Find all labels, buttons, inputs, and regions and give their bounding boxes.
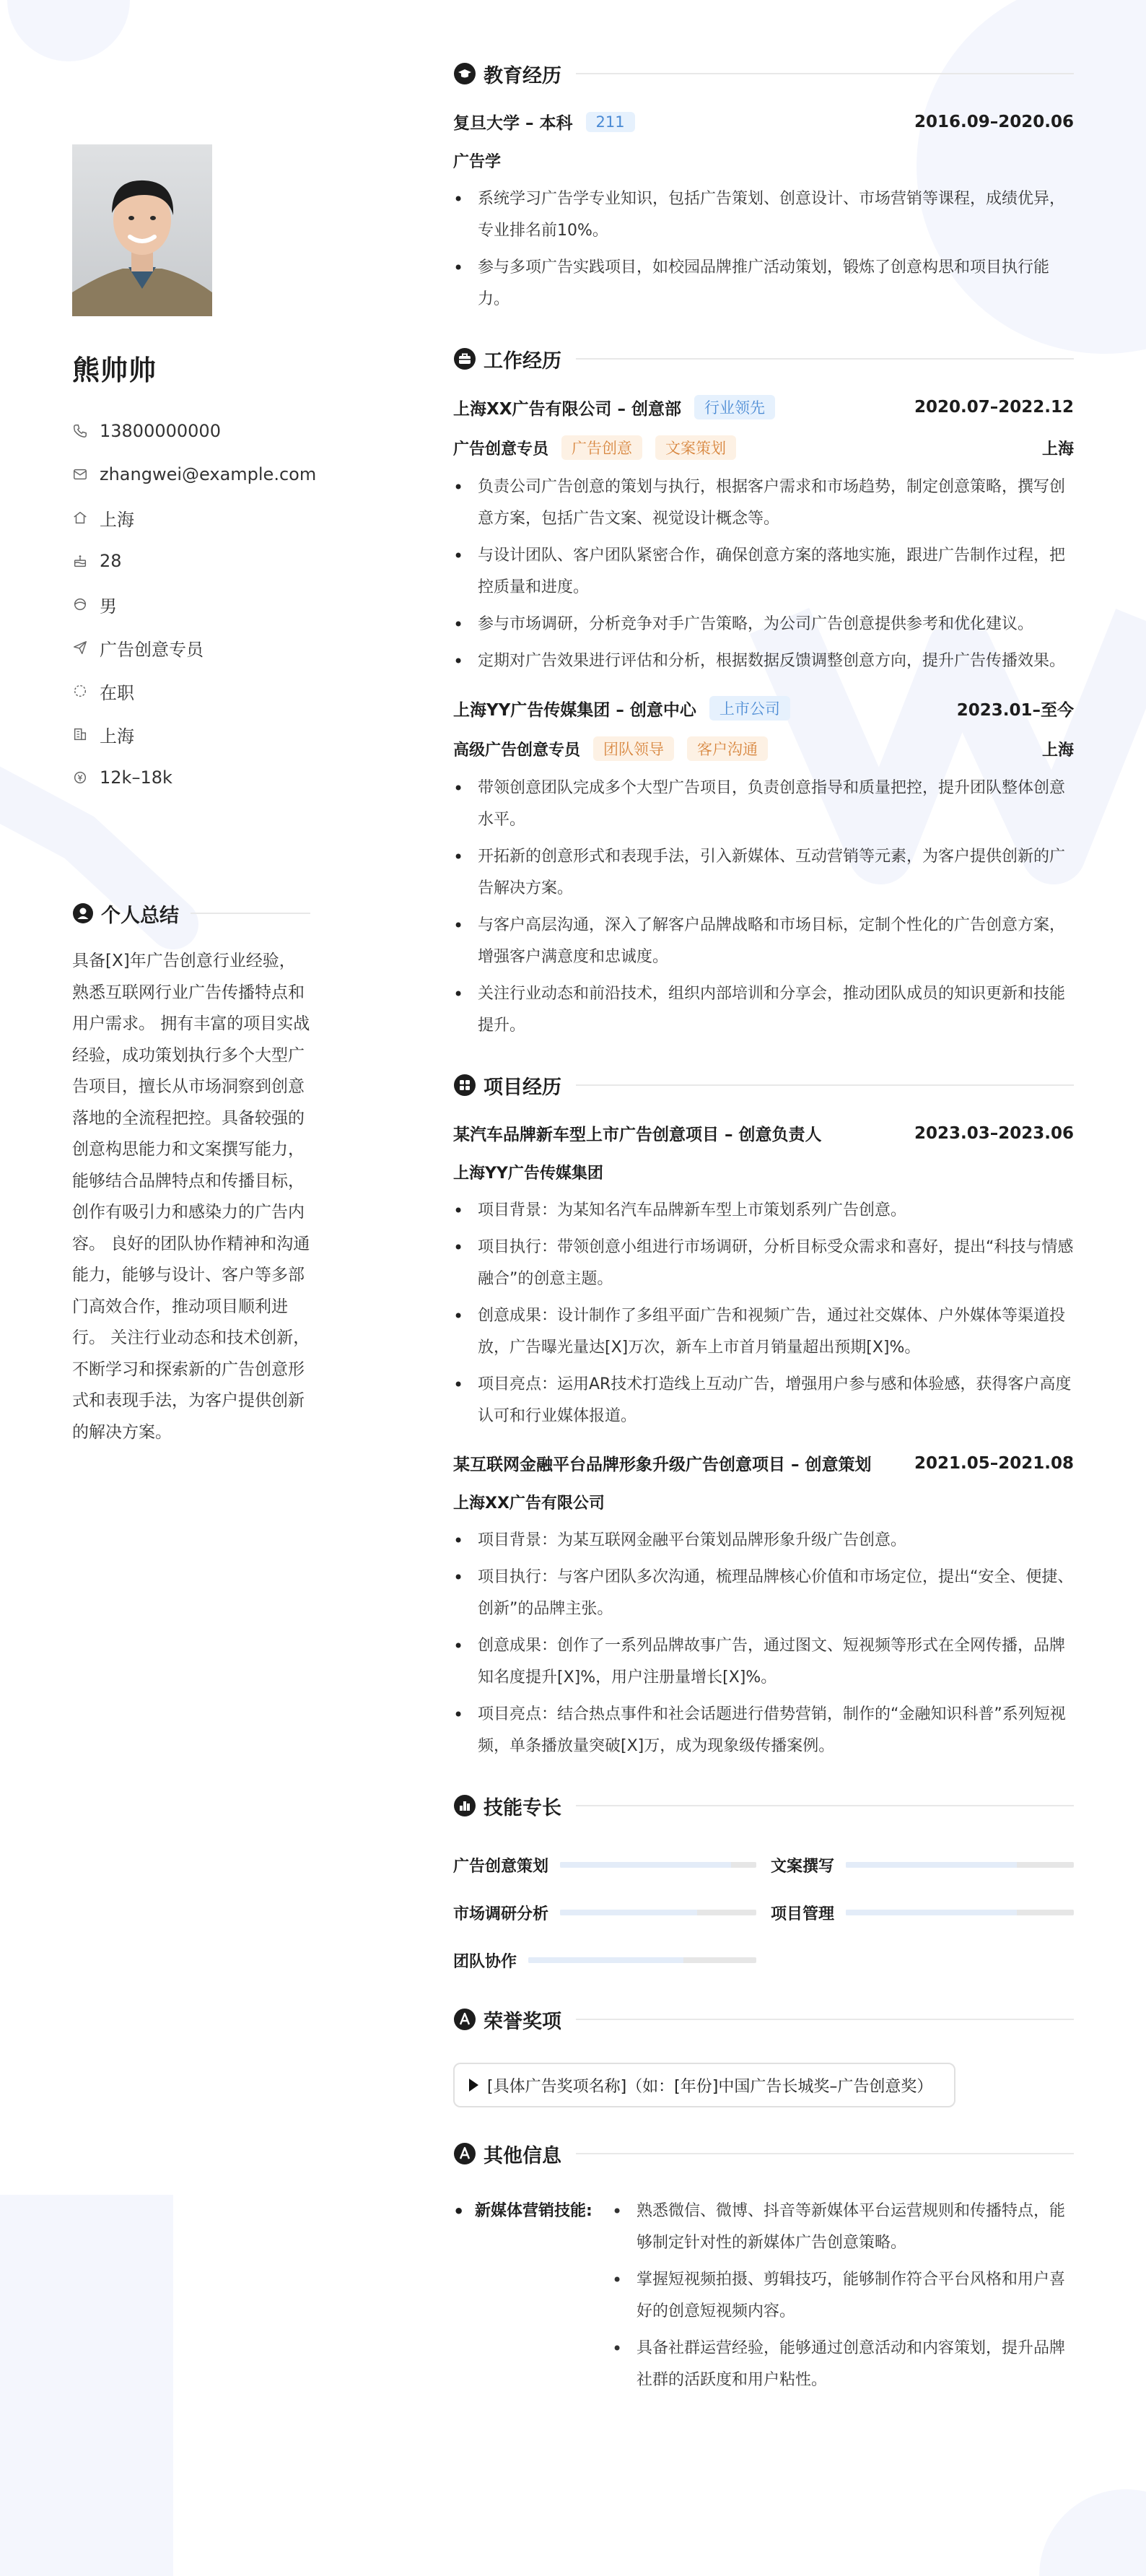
job-city: 上海 [1041,440,1074,458]
list-item: • 关注行业动态和前沿技术，组织内部培训和分享会，推动团队成员的知识更新和技能提升。 [453,978,1074,1042]
list-item: • 负责公司广告创意的策划与执行，根据客户需求和市场趋势，制定创意策略，撰写创意方案，包括广告文案、视觉设计概念等。 [453,471,1074,535]
info-phone-text: 13800000000 [100,421,221,441]
info-phone [72,409,310,453]
job-header [453,395,1074,419]
job-company: 上海XX广告有限公司 – 创意部 [453,399,681,419]
job-company: 上海YY广告传媒集团 – 创意中心 [453,700,696,720]
projects-header [453,1068,1074,1102]
project-date: 2023.03–2023.06 [914,1123,1074,1143]
skills-title: 技能专长 [484,1796,561,1819]
list-item: • 项目亮点：运用AR技术打造线上互动广告，增强用户参与感和体验感，获得客户高度认可和行业媒体报道。 [453,1369,1074,1432]
list-item: • 掌握短视频拍摄、剪辑技巧，能够制作符合平台风格和用户喜好的创意短视频内容。 [612,2264,1074,2328]
education-date: 2016.09–2020.06 [914,112,1074,131]
list-item: • 项目背景：为某知名汽车品牌新车型上市策划系列广告创意。 [453,1195,1074,1227]
skill-name: 团队协作 [453,1952,517,1971]
mail-icon [72,466,88,482]
info-position-text: 广告创意专员 [100,639,204,660]
work-title: 工作经历 [484,349,561,373]
summary-section [72,895,310,1448]
grid-icon [453,1074,476,1097]
list-item: • 参与多项广告实践项目，如校园品牌推广活动策划，锻炼了创意构思和项目执行能力。 [453,252,1074,316]
list-item: • 带领创意团队完成多个大型广告项目，负责创意指导和质量把控，提升团队整体创意水平。 [453,773,1074,836]
info-status-text: 在职 [100,682,134,703]
education-bullets [453,183,1074,316]
info-icon [453,2142,476,2165]
job-header [453,696,1074,721]
avatar [72,144,212,316]
summary-text: 具备[X]年广告创意行业经验，熟悉互联网行业广告传播特点和用户需求。 拥有丰富的项目实战经验，成功策划执行多个大型广告项目，擅长从市场洞察到创意落地的全流程把控。具备较强的创意构思能力和文案撰写能力，能够结合品牌特点和传播目标，创作有吸引力和感染力的广告内容。 良好的团队协作精神和沟通能力，能够与设计、客户等多部门高效合作，推动项目顺利进行。 关注行业动态和技术创新，不断学习和探索新的广告创意形式和表现手法，为客户提供创新的解决方案。 [72,952,310,1442]
other-label: • 新媒体营销技能: [453,2196,612,2401]
disclosure-triangle-icon [469,2079,478,2092]
skills-header [453,1788,1074,1823]
info-gender [72,583,310,626]
skill-item [453,1852,756,1878]
summary-title: 个人总结 [101,904,179,927]
education-header [453,56,1074,91]
info-age [72,539,310,583]
salary-icon [72,770,88,786]
other-header [453,2136,1074,2171]
list-item: • 系统学习广告学专业知识，包括广告策划、创意设计、市场营销等课程，成绩优异，专业排名前10%。 [453,183,1074,247]
list-item: • 项目亮点：结合热点事件和社会话题进行借势营销，制作的“金融知识科普”系列短视频，单条播放量突破[X]万，成为现象级传播案例。 [453,1699,1074,1762]
other-bullets [612,2196,1074,2401]
divider [576,2153,1074,2154]
skill-bar [560,1910,756,1915]
list-item: • 项目背景：为某互联网金融平台策划品牌形象升级广告创意。 [453,1525,1074,1557]
job-city: 上海 [1041,741,1074,760]
job-date: 2020.07–2022.12 [914,398,1074,417]
list-item: • 创意成果：设计制作了多组平面广告和视频广告，通过社交媒体、户外媒体等渠道投放，广告曝光量达[X]万次，新车上市首月销量超出预期[X]%。 [453,1300,1074,1364]
award-text: [具体广告奖项名称]（如：[年份]中国广告长城奖–广告创意奖） [487,2077,933,2096]
info-salary-text: 12k–18k [100,767,172,788]
skill-name: 项目管理 [771,1905,835,1923]
job-entry [453,696,1074,1042]
skill-item [453,1900,756,1926]
other-title: 其他信息 [484,2144,561,2167]
status-icon [72,683,88,699]
project-bullets [453,1525,1074,1762]
divider [576,1805,1074,1806]
skill-bar-fill [846,1862,1017,1868]
project-name: 某互联网金融平台品牌形象升级广告创意项目 – 创意策划 [453,1455,872,1474]
briefcase-icon [453,347,476,370]
project-org: 上海YY广告传媒集团 [453,1165,603,1183]
other-info-block [453,2196,1074,2401]
avatar-photo [72,144,212,316]
projects-title: 项目经历 [484,1076,561,1099]
contact-info-list [72,409,317,799]
work-header [453,341,1074,376]
award-icon [453,2008,476,2031]
project-header [453,1121,1074,1145]
bar-chart-icon [453,1794,476,1817]
phone-icon [72,423,88,439]
graduation-cap-icon [453,62,476,85]
candidate-name: 熊帅帅 [72,354,157,386]
education-entry-header [453,110,1074,134]
job-role: 广告创意专员 [453,440,549,458]
divider [576,1084,1074,1086]
skills-grid [453,1852,1074,1973]
skill-name: 广告创意策划 [453,1857,549,1876]
cake-icon [72,553,88,569]
job-bullets [453,773,1074,1042]
skill-bar-fill [560,1862,731,1868]
info-city [72,713,310,756]
skill-bar-fill [560,1910,697,1915]
info-salary [72,756,310,799]
job-role-row [453,736,1074,761]
divider [191,913,310,914]
info-location-text: 上海 [100,509,134,530]
divider [576,358,1074,360]
send-icon [72,640,88,656]
role-tag: 团队领导 [593,736,674,761]
list-item: • 创意成果：创作了一系列品牌故事广告，通过图文、短视频等形式在全网传播，品牌知名度提升[X]%，用户注册量增长[X]%。 [453,1630,1074,1694]
skill-bar [560,1862,756,1868]
award-item[interactable] [453,2063,955,2107]
home-icon [72,510,88,526]
info-gender-text: 男 [100,596,117,617]
skill-bar [528,1957,756,1963]
role-tag: 客户沟通 [687,736,768,761]
job-role: 高级广告创意专员 [453,741,581,760]
awards-header [453,2002,1074,2037]
building-icon [72,726,88,742]
education-major-row [453,149,1074,172]
education-title: 教育经历 [484,64,561,87]
project-entry [453,1121,1074,1432]
skill-bar-fill [846,1910,1017,1915]
job-role-row [453,435,1074,460]
school-tag: 211 [586,112,635,132]
left-column [72,144,317,799]
project-name: 某汽车品牌新车型上市广告创意项目 – 创意负责人 [453,1126,822,1144]
project-org: 上海XX广告有限公司 [453,1494,605,1513]
project-entry [453,1451,1074,1762]
job-entry [453,395,1074,677]
list-item: • 具备社群运营经验，能够通过创意活动和内容策划，提升品牌社群的活跃度和用户粘性。 [612,2333,1074,2396]
info-location [72,496,310,539]
project-org-row [453,1491,1074,1513]
right-column [453,56,1074,2401]
info-email-text: zhangwei@example.com [100,464,317,484]
summary-header [72,895,310,931]
info-age-text: 28 [100,551,122,571]
job-bullets [453,471,1074,677]
skill-item [771,1852,1074,1878]
skill-bar [846,1910,1074,1915]
list-item: • 定期对广告效果进行评估和分析，根据数据反馈调整创意方向，提升广告传播效果。 [453,645,1074,677]
info-city-text: 上海 [100,726,134,747]
company-tag: 上市公司 [709,696,790,721]
list-item: • 参与市场调研，分析竞争对手广告策略，为公司广告创意提供参考和优化建议。 [453,609,1074,640]
role-tag: 广告创意 [561,435,642,460]
user-icon [72,902,94,924]
list-item: • 开拓新的创意形式和表现手法，引入新媒体、互动营销等元素，为客户提供创新的广告解决方案。 [453,841,1074,905]
divider [576,2019,1074,2020]
gender-icon [72,596,88,612]
project-org-row [453,1161,1074,1183]
project-bullets [453,1195,1074,1432]
skill-name: 文案撰写 [771,1857,835,1876]
list-item: • 项目执行：与客户团队多次沟通，梳理品牌核心价值和市场定位，提出“安全、便捷、创新”的品牌主张。 [453,1562,1074,1625]
skill-item [771,1900,1074,1926]
info-status [72,669,310,713]
list-item: • 与设计团队、客户团队紧密合作，确保创意方案的落地实施，跟进广告制作过程，把控质量和进度。 [453,540,1074,604]
list-item: • 熟悉微信、微博、抖音等新媒体平台运营规则和传播特点，能够制定针对性的新媒体广告创意策略。 [612,2196,1074,2259]
skill-bar [846,1862,1074,1868]
skill-item [453,1947,756,1973]
project-header [453,1451,1074,1475]
skill-bar-fill [528,1957,683,1963]
company-tag: 行业领先 [694,395,775,419]
list-item: • 项目执行：带领创意小组进行市场调研，分析目标受众需求和喜好，提出“科技与情感融合”的创意主题。 [453,1232,1074,1295]
school-name: 复旦大学 – 本科 [453,114,573,133]
info-position [72,626,310,669]
project-date: 2021.05–2021.08 [914,1453,1074,1473]
education-major: 广告学 [453,153,502,171]
divider [576,73,1074,74]
awards-title: 荣誉奖项 [484,2010,561,2033]
skill-name: 市场调研分析 [453,1905,549,1923]
role-tag: 文案策划 [655,435,736,460]
job-date: 2023.01–至今 [956,700,1074,720]
info-email [72,453,317,496]
list-item: • 与客户高层沟通，深入了解客户品牌战略和市场目标，定制个性化的广告创意方案，增强客户满意度和忠诚度。 [453,910,1074,973]
